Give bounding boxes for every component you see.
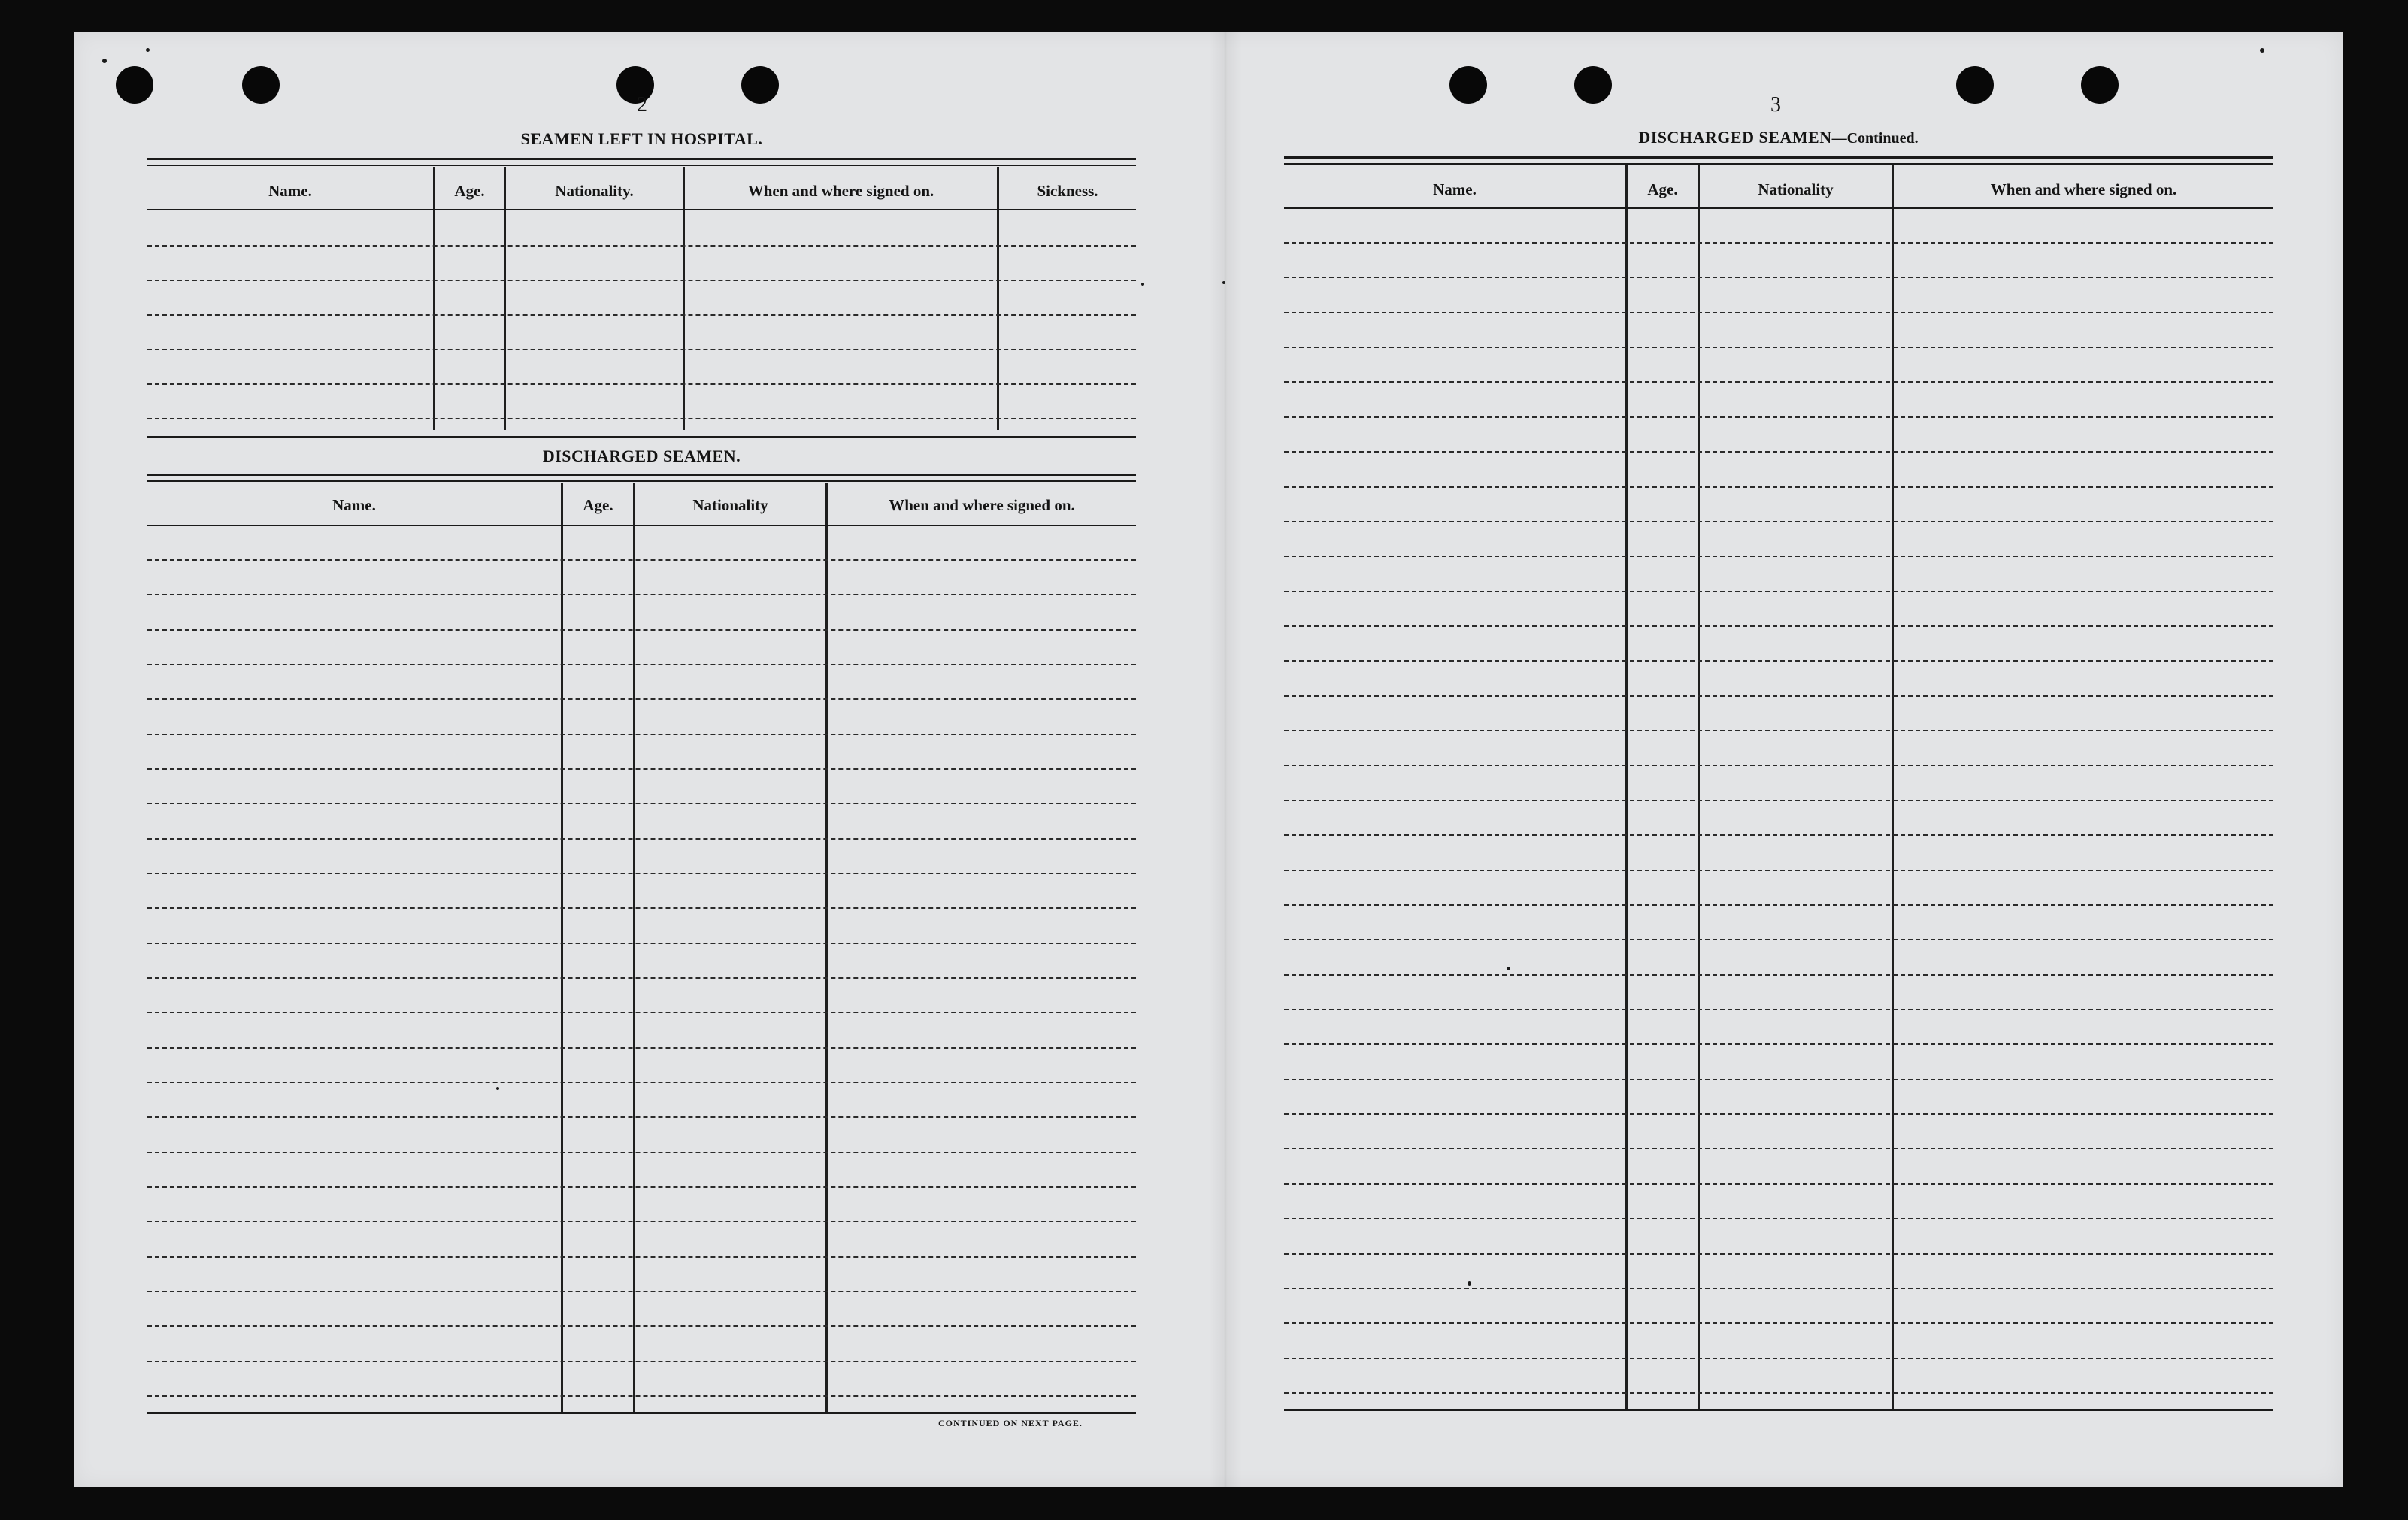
column-divider xyxy=(504,167,506,430)
column-header-name: Name. xyxy=(268,182,312,200)
table-row xyxy=(147,629,1136,631)
ink-speck xyxy=(1141,283,1144,286)
column-header-age: Age. xyxy=(1647,180,1678,198)
table-row xyxy=(1284,660,2273,662)
table-top-rule xyxy=(147,158,1136,160)
column-divider xyxy=(825,483,828,1412)
column-header-age: Age. xyxy=(583,496,613,514)
punch-hole xyxy=(242,66,280,104)
document-sheet xyxy=(74,32,2343,1487)
table-row xyxy=(1284,1322,2273,1324)
table-bottom-rule xyxy=(1284,1409,2273,1411)
column-divider xyxy=(1698,165,1700,1409)
discharged-table-right xyxy=(1284,156,2273,1419)
table-row xyxy=(1284,1009,2273,1010)
table-row xyxy=(1284,1079,2273,1080)
table-row xyxy=(147,1325,1136,1327)
table-row xyxy=(147,1116,1136,1118)
table-row xyxy=(147,873,1136,874)
table-top-rule xyxy=(147,480,1136,482)
column-divider xyxy=(997,167,999,430)
hospital-section-title: SEAMEN LEFT IN HOSPITAL. xyxy=(520,129,763,148)
table-top-rule xyxy=(1284,163,2273,165)
column-divider xyxy=(683,167,685,430)
punch-hole xyxy=(1449,66,1487,104)
table-row xyxy=(1284,695,2273,697)
table-row xyxy=(147,907,1136,909)
ink-speck xyxy=(2260,48,2264,53)
table-row xyxy=(1284,765,2273,766)
table-row xyxy=(1284,1113,2273,1115)
table-bottom-rule xyxy=(147,436,1136,438)
punch-hole xyxy=(116,66,153,104)
table-top-rule xyxy=(1284,156,2273,159)
ink-speck xyxy=(1222,281,1225,284)
right-section-title xyxy=(1284,128,2273,147)
header-underline xyxy=(147,525,1136,526)
ink-speck xyxy=(102,59,107,63)
column-divider xyxy=(1892,165,1894,1409)
table-row xyxy=(147,1221,1136,1222)
table-row xyxy=(147,1291,1136,1292)
column-header-name: Name. xyxy=(1433,180,1477,198)
table-row xyxy=(147,594,1136,595)
center-fold xyxy=(1209,32,1242,1487)
table-row xyxy=(147,314,1136,316)
header-underline xyxy=(147,209,1136,210)
table-top-rule xyxy=(147,165,1136,166)
right-section-title-main: DISCHARGED SEAMEN xyxy=(1638,128,1832,147)
table-row xyxy=(147,1152,1136,1153)
column-header-nationality: Nationality. xyxy=(555,182,634,200)
table-row xyxy=(147,1012,1136,1013)
continued-note: CONTINUED ON NEXT PAGE. xyxy=(938,1418,1083,1428)
table-row xyxy=(147,768,1136,770)
table-row xyxy=(1284,1253,2273,1255)
discharged-section-title: DISCHARGED SEAMEN. xyxy=(542,447,741,465)
table-row xyxy=(1284,556,2273,557)
column-header-signed-on: When and where signed on. xyxy=(889,496,1075,514)
table-row xyxy=(1284,591,2273,592)
table-row xyxy=(1284,381,2273,383)
column-divider xyxy=(1625,165,1628,1409)
table-row xyxy=(1284,625,2273,627)
column-header-age: Age. xyxy=(454,182,485,200)
ink-speck xyxy=(146,48,150,52)
table-row xyxy=(147,1256,1136,1258)
table-row xyxy=(1284,730,2273,731)
table-row xyxy=(1284,312,2273,313)
table-row xyxy=(1284,1288,2273,1289)
table-row xyxy=(147,977,1136,979)
table-row xyxy=(1284,451,2273,453)
table-top-rule xyxy=(147,474,1136,476)
table-row xyxy=(1284,939,2273,940)
page-number-left: 2 xyxy=(637,93,647,117)
punch-hole xyxy=(1574,66,1612,104)
table-row xyxy=(147,838,1136,840)
column-header-sickness: Sickness. xyxy=(1037,182,1098,200)
table-row xyxy=(1284,834,2273,836)
table-row xyxy=(1284,486,2273,488)
table-row xyxy=(147,1395,1136,1397)
table-row xyxy=(147,349,1136,350)
table-row xyxy=(147,803,1136,804)
table-row xyxy=(147,943,1136,944)
table-row xyxy=(1284,1358,2273,1359)
table-row xyxy=(1284,1148,2273,1149)
table-row xyxy=(147,559,1136,561)
hospital-table xyxy=(147,158,1136,468)
table-row xyxy=(1284,521,2273,522)
column-header-nationality: Nationality xyxy=(692,496,768,514)
table-row xyxy=(147,1361,1136,1362)
table-row xyxy=(147,418,1136,419)
table-row xyxy=(147,383,1136,385)
table-row xyxy=(1284,904,2273,906)
header-underline xyxy=(1284,207,2273,209)
column-header-name: Name. xyxy=(332,496,376,514)
table-row xyxy=(147,664,1136,665)
column-divider xyxy=(561,483,563,1412)
column-divider xyxy=(633,483,635,1412)
table-row xyxy=(147,734,1136,735)
table-bottom-rule xyxy=(147,1412,1136,1414)
page-number-right: 3 xyxy=(1770,93,1781,117)
table-row xyxy=(147,280,1136,281)
table-row xyxy=(1284,870,2273,871)
table-row xyxy=(147,698,1136,700)
table-row xyxy=(1284,1392,2273,1394)
table-row xyxy=(147,1186,1136,1188)
table-row xyxy=(1284,1218,2273,1219)
table-row xyxy=(147,245,1136,247)
table-row xyxy=(1284,242,2273,244)
right-section-title-suffix: —Continued. xyxy=(1831,130,1919,147)
table-row xyxy=(1284,974,2273,976)
table-row xyxy=(1284,1183,2273,1185)
column-header-nationality: Nationality xyxy=(1758,180,1834,198)
table-row xyxy=(1284,277,2273,278)
table-row xyxy=(147,1082,1136,1083)
table-row xyxy=(1284,416,2273,418)
table-row xyxy=(1284,800,2273,801)
column-header-signed-on: When and where signed on. xyxy=(1990,180,2177,198)
table-row xyxy=(147,1047,1136,1049)
table-row xyxy=(1284,347,2273,348)
discharged-table-left xyxy=(147,474,1136,1421)
punch-hole xyxy=(741,66,779,104)
column-header-signed-on: When and where signed on. xyxy=(747,182,934,200)
table-row xyxy=(1284,1043,2273,1045)
column-divider xyxy=(433,167,435,430)
punch-hole xyxy=(1956,66,1994,104)
punch-hole xyxy=(2081,66,2119,104)
